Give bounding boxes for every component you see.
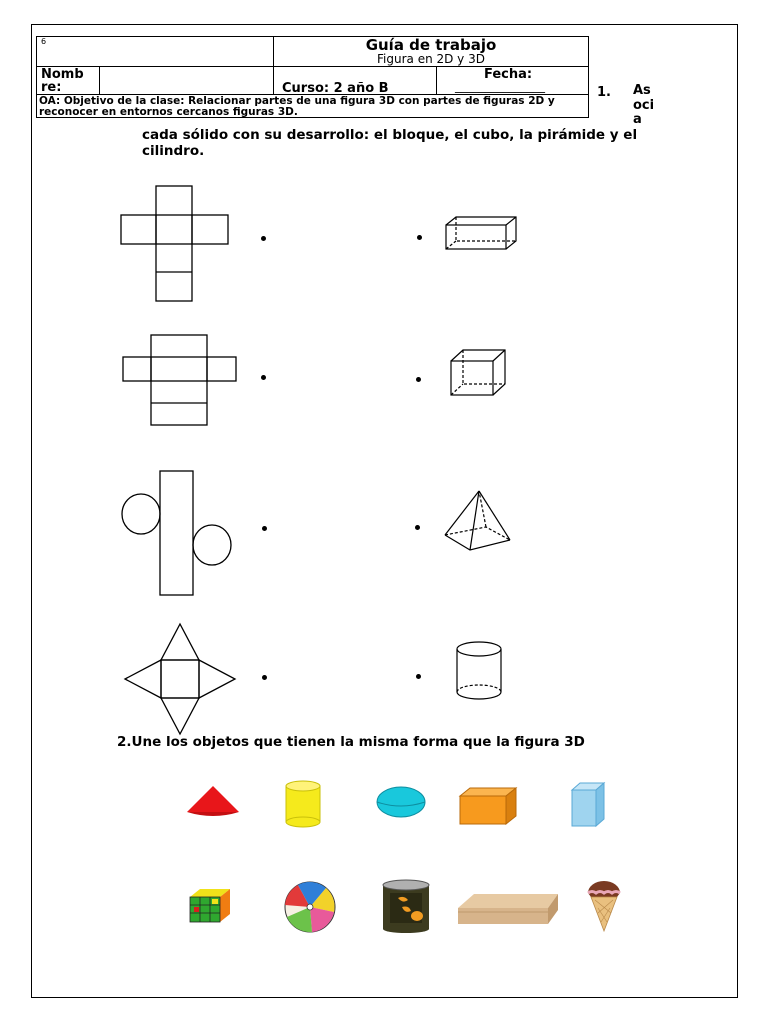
- corner-number: 6: [41, 37, 47, 46]
- name-label: Nomb re:: [41, 67, 84, 95]
- date-blank: _______________: [455, 79, 545, 93]
- question1-text: cada sólido con su desarrollo: el bloque, el cubo, la pirámide y el cilindro.: [142, 127, 638, 159]
- page-title: Guía de trabajo: [365, 36, 497, 54]
- objective-text: OA: Objetivo de la clase: Relacionar partes de una figura 3D con partes de figuras 2D y reconocer en entornos cercanos figuras 3D.: [39, 95, 555, 118]
- question1-word-line: a: [633, 112, 642, 127]
- date-label: Fecha:: [484, 67, 533, 82]
- question1-number: 1.: [597, 85, 611, 100]
- question2-text: 2.Une los objetos que tienen la misma forma que la figura 3D: [117, 734, 585, 750]
- page-subtitle: Figura en 2D y 3D: [377, 52, 485, 66]
- course-label: Curso: 2 año B: [282, 81, 389, 96]
- question1-word-line: oci: [633, 97, 655, 113]
- question1-word-line: As: [633, 83, 651, 98]
